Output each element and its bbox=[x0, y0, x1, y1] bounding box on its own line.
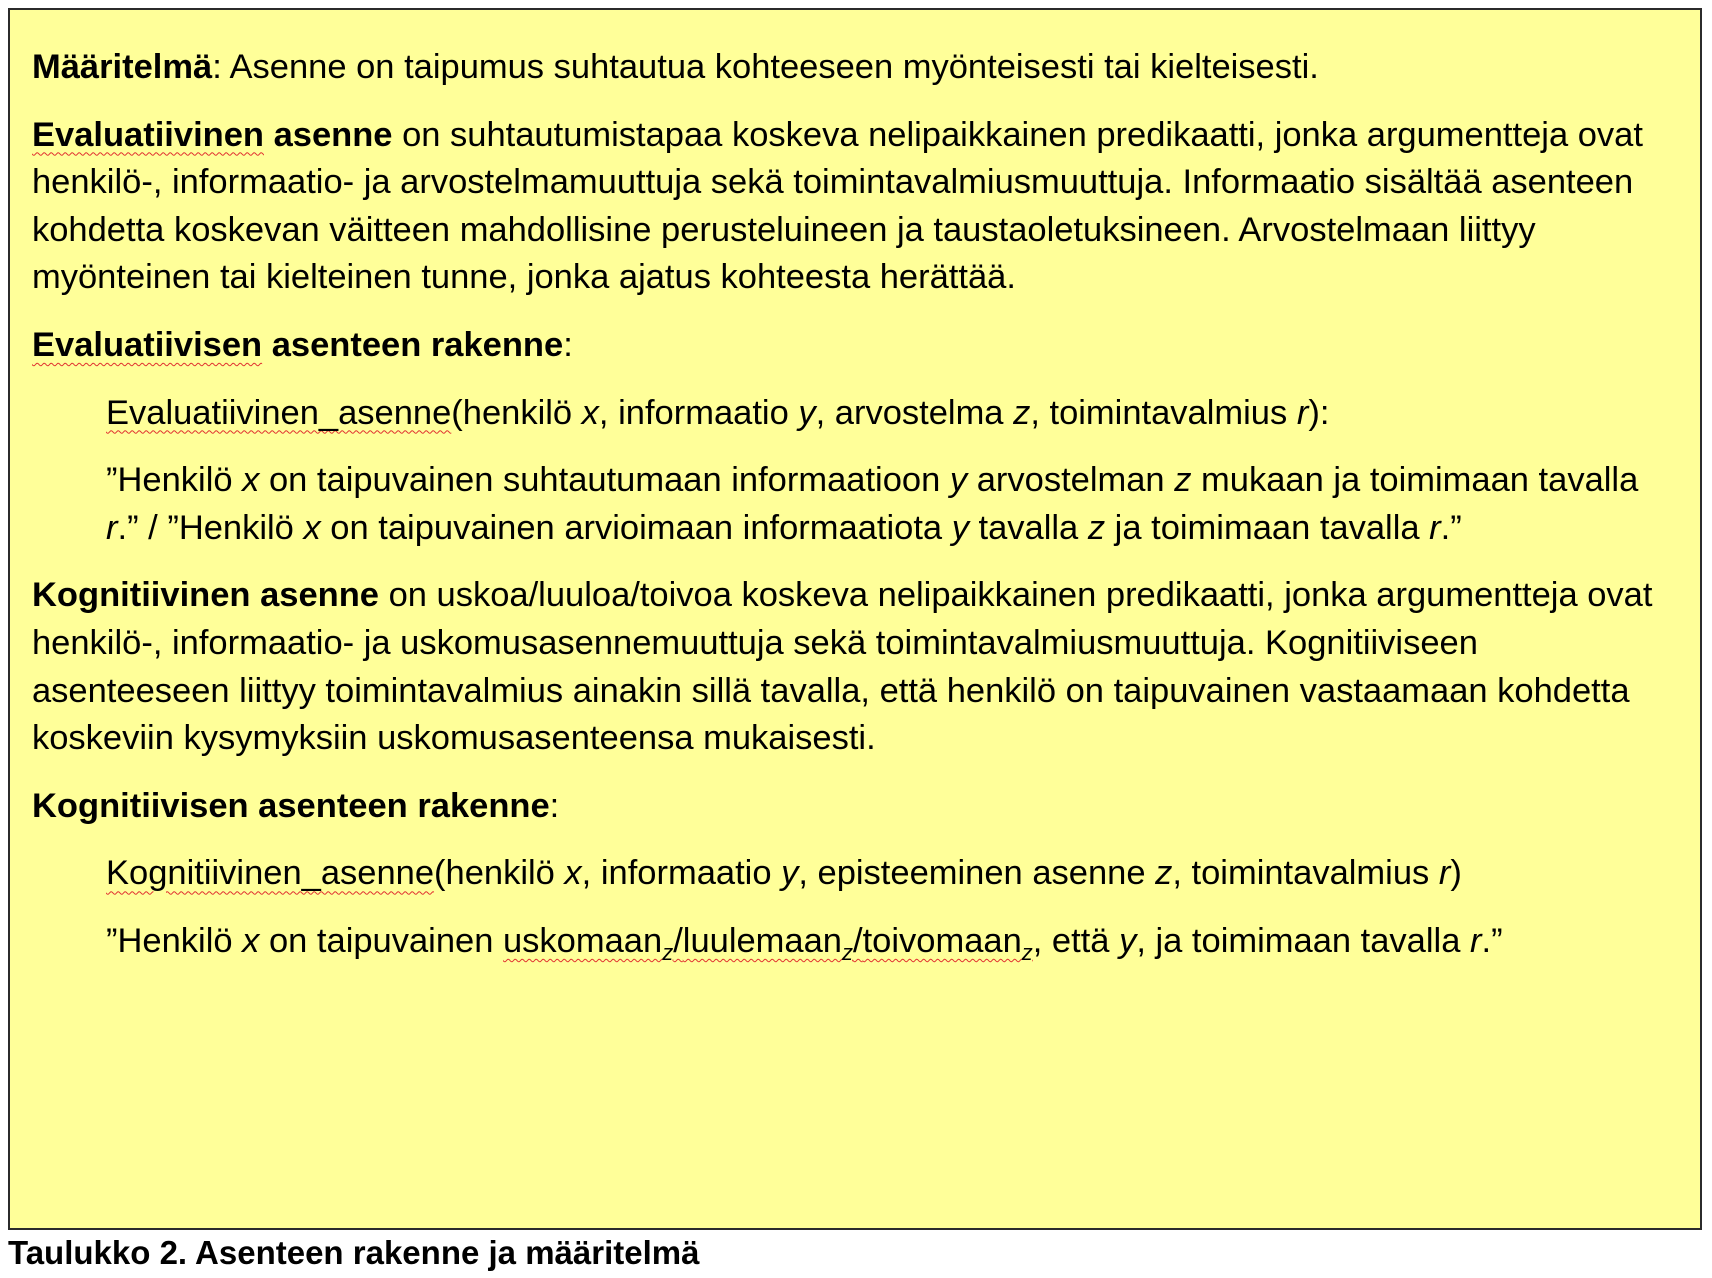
evaluative-text: on suhtautumistapaa koskeva nelipaikkainen predikaatti, jonka argumentteja ovat henkilö-, informaatio- ja arvostelmamuuttuja sekä toimintavalmiusmuuttuja. Informaatio sisältää asenteen kohdetta koskevan väitteen mahdollisine perusteluineen ja taustaoletuksineen. Arvostelmaan liittyy myönteinen tai kielteinen tunne, jonka ajatus kohteesta herättää. bbox=[32, 115, 1643, 297]
predicate-name: Kognitiivinen_asenne bbox=[106, 854, 435, 893]
evaluative-term: Evaluatiivinen asenne bbox=[32, 115, 393, 154]
definition-text: : Asenne on taipumus suhtautua kohteeseen myönteisesti tai kielteisesti. bbox=[212, 48, 1319, 86]
cognitive-paragraph bbox=[32, 572, 1678, 762]
predicate-name: Evaluatiivinen_asenne bbox=[106, 393, 452, 432]
cognitive-formula: Kognitiivinen_asenne(henkilö x, informaatio y, episteeminen asenne z, toimintavalmius r) bbox=[106, 854, 1462, 893]
definition-term: Määritelmä bbox=[32, 48, 213, 86]
definition-box bbox=[8, 8, 1702, 1230]
evaluative-paragraph bbox=[32, 112, 1678, 302]
table-caption: Taulukko 2. Asenteen rakenne ja määritelmä bbox=[8, 1234, 700, 1271]
cognitive-term: Kognitiivinen asenne bbox=[32, 576, 379, 615]
evaluative-structure-heading: Evaluatiivisen asenteen rakenne: bbox=[32, 325, 573, 364]
definition-paragraph bbox=[32, 44, 1678, 92]
cognitive-text: on uskoa/luuloa/toivoa koskeva nelipaikkainen predikaatti, jonka argumentteja ovat henkilö-, informaatio- ja uskomusasennemuuttuja sekä toimintavalmiusmuuttuja. Kognitiiviseen asenteeseen liittyy toimintavalmius ainakin sillä tavalla, että henkilö on taipuvainen vastaamaan kohdetta koskeviin kysymyksiin uskomusasenteensa mukaisesti. bbox=[32, 576, 1653, 758]
evaluative-reading: ”Henkilö x on taipuvainen suhtautumaan informaatioon y arvostelman z mukaan ja toimimaan tavalla r.” / ”Henkilö x on taipuvainen arvioimaan informaatiota y tavalla z ja toimimaan tavalla r.” bbox=[106, 461, 1639, 547]
cognitive-reading: ”Henkilö x on taipuvainen uskomaan$_z$/luulemaan$_z$/toivomaan$_z$, että y, ja toimimaan tavalla r.” bbox=[106, 921, 1503, 965]
evaluative-formula: Evaluatiivinen_asenne(henkilö x, informaatio y, arvostelma z, toimintavalmius r): bbox=[106, 393, 1330, 432]
cognitive-structure-heading: Kognitiivisen asenteen rakenne: bbox=[32, 786, 560, 825]
